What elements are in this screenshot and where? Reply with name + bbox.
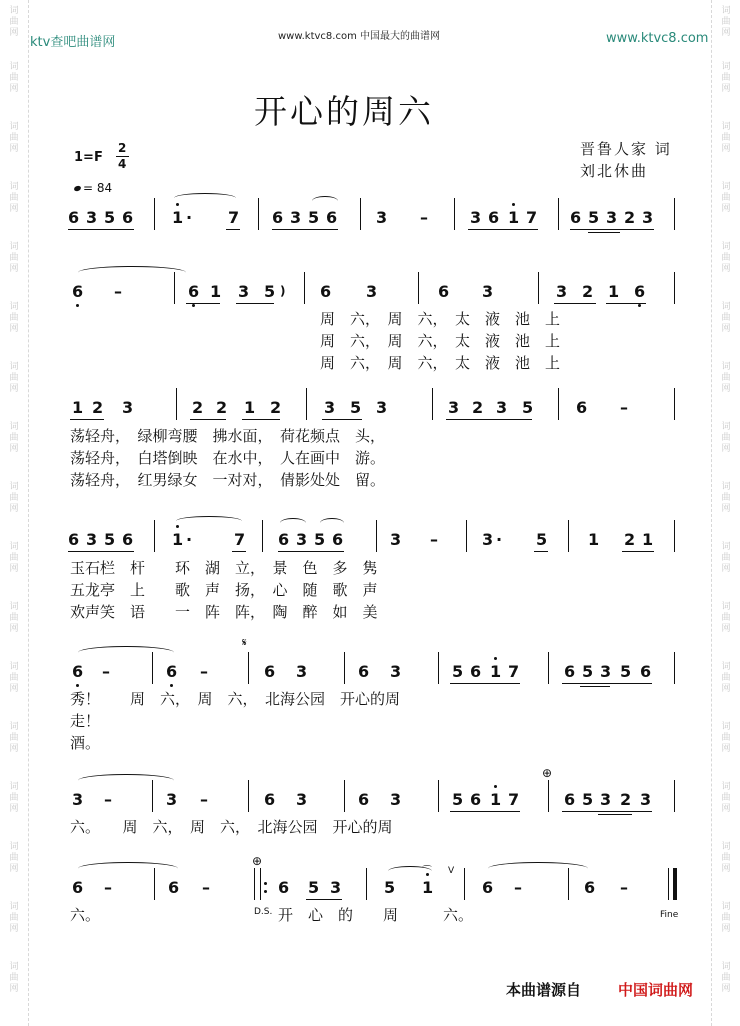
note: 7 (234, 530, 246, 549)
note: 6 (358, 790, 370, 809)
lyric-line: 五龙亭 上 歌 声 扬， 心 随 歌 声 (70, 581, 378, 599)
note: 6 (166, 662, 178, 681)
note: 6 (482, 878, 494, 897)
dash: – (430, 530, 438, 549)
barline (674, 198, 675, 230)
low-octave-dot (76, 684, 79, 687)
note: 1 (508, 208, 520, 227)
low-octave-dot (76, 304, 79, 307)
fine-marking: Fine (660, 910, 679, 920)
breath-mark: V (448, 866, 455, 876)
key-signature: 1=F (74, 150, 103, 165)
underline-eighth (70, 419, 104, 420)
barline (344, 652, 345, 684)
note: 2 (192, 398, 204, 417)
watermark-tile: 词 曲 网 (9, 782, 19, 814)
note: 6 (278, 530, 290, 549)
low-octave-dot (170, 684, 173, 687)
quarter-note-icon (73, 185, 81, 192)
note: 5 (104, 208, 116, 227)
dash: – (202, 878, 210, 897)
note: 6 (564, 790, 576, 809)
barline (466, 520, 467, 552)
underline-eighth (562, 811, 652, 812)
note: 6 (278, 878, 290, 897)
underline-eighth (562, 683, 652, 684)
note: 3 (324, 398, 336, 417)
note: 5 (522, 398, 534, 417)
watermark-tile: 词 曲 网 (9, 182, 19, 214)
underline-eighth (242, 419, 280, 420)
dash: – (514, 878, 522, 897)
barline (376, 520, 377, 552)
left-watermark-strip (0, 0, 29, 1026)
underline-eighth (468, 229, 538, 230)
tie (78, 646, 174, 659)
barline (174, 272, 175, 304)
underline-eighth (190, 419, 226, 420)
note: 1 (608, 282, 620, 301)
fermata-icon: ⌒ (422, 866, 432, 877)
note: 3 (600, 790, 612, 809)
underline-sixteenth (588, 232, 620, 233)
lyric-line: 秀！ 周 六， 周 六， 北海公园 开心的周 (70, 690, 401, 708)
note: 6 (470, 790, 482, 809)
watermark-tile: 词 曲 网 (721, 902, 731, 934)
dash: – (200, 662, 208, 681)
note: 1 (210, 282, 222, 301)
barline (154, 520, 155, 552)
note: 5 (452, 790, 464, 809)
note: 6 (320, 282, 332, 301)
note: 6 (570, 208, 582, 227)
barline (548, 780, 549, 812)
note: 3 (600, 662, 612, 681)
watermark-tile: 词 曲 网 (721, 422, 731, 454)
augmentation-dot: · (186, 530, 193, 549)
lyric-line: 周 六， 周 六， 太 液 池 上 (320, 332, 561, 350)
note: 3 (390, 530, 402, 549)
underline-sixteenth (580, 686, 610, 687)
note: 2 (624, 530, 636, 549)
underline-eighth (450, 811, 520, 812)
barline (464, 868, 465, 900)
lyric-line: 荡轻舟， 红男绿女 一对对， 倩影处处 留。 (70, 471, 386, 489)
lyric-line: 开 心 的 周 六。 (278, 906, 474, 924)
note: 3 (376, 208, 388, 227)
watermark-tile: 词 曲 网 (9, 902, 19, 934)
watermark-tile: 词 曲 网 (721, 602, 731, 634)
watermark-tile: 词 曲 网 (9, 602, 19, 634)
note: 1 (642, 530, 654, 549)
watermark-tile: 词 曲 网 (721, 962, 731, 994)
underline-eighth (272, 229, 338, 230)
dash: – (102, 662, 110, 681)
underline-eighth (226, 229, 240, 230)
barline (438, 780, 439, 812)
note: 6 (576, 398, 588, 417)
note: 6 (326, 208, 338, 227)
note: 6 (332, 530, 344, 549)
augmentation-dot: · (496, 530, 503, 549)
note: 6 (68, 530, 80, 549)
watermark-tile: 词 曲 网 (9, 62, 19, 94)
note: 2 (270, 398, 282, 417)
note: 2 (472, 398, 484, 417)
note: 3 (556, 282, 568, 301)
watermark-tile: 词 曲 网 (9, 662, 19, 694)
underline-eighth (278, 551, 344, 552)
slur (174, 193, 236, 203)
note: 1 (490, 662, 502, 681)
note: 3 (290, 208, 302, 227)
lyric-line: 欢声笑 语 一 阵 阵， 陶 醉 如 美 (70, 603, 378, 621)
watermark-tile: 词 曲 网 (9, 122, 19, 154)
barline (304, 272, 305, 304)
watermark-tile: 词 曲 网 (9, 722, 19, 754)
note: 7 (508, 790, 520, 809)
barline (176, 388, 177, 420)
note: 3 (448, 398, 460, 417)
watermark-tile: 词 曲 网 (721, 842, 731, 874)
underline-eighth (606, 303, 646, 304)
note: 6 (72, 282, 84, 301)
barline (438, 652, 439, 684)
dash: – (620, 398, 628, 417)
note: 6 (470, 662, 482, 681)
note: 3 (296, 530, 308, 549)
music-system-2 (68, 282, 676, 304)
note: 5 (452, 662, 464, 681)
barline (418, 272, 419, 304)
note: 3 (72, 790, 84, 809)
note: 3 (390, 662, 402, 681)
barline (674, 780, 675, 812)
note: 5 (588, 208, 600, 227)
underline-eighth (534, 551, 548, 552)
note: 6 (188, 282, 200, 301)
watermark-tile: 词 曲 网 (721, 362, 731, 394)
tie (78, 266, 186, 279)
note: 3 (642, 208, 654, 227)
note: 1 (490, 790, 502, 809)
note: 6 (438, 282, 450, 301)
lyricist-credit: 晋鲁人家 词 (580, 140, 672, 158)
note: 5 (104, 530, 116, 549)
lyric-line: 酒。 (70, 734, 101, 752)
note: 3 (482, 530, 494, 549)
note: 3 (482, 282, 494, 301)
note: 6 (488, 208, 500, 227)
barline (366, 868, 367, 900)
note: 7 (526, 208, 538, 227)
note: 3 (640, 790, 652, 809)
note: 3 (238, 282, 250, 301)
note: 2 (582, 282, 594, 301)
note: 3 (296, 662, 308, 681)
note: 3 (296, 790, 308, 809)
barline (674, 272, 675, 304)
high-octave-dot (494, 785, 497, 788)
repeat-dot (264, 890, 267, 893)
segno-icon: 𝄋 (242, 636, 247, 649)
barline (548, 652, 549, 684)
barline (344, 780, 345, 812)
composer-credit: 刘北休曲 (580, 162, 649, 180)
note: 5 (264, 282, 276, 301)
note: 6 (264, 662, 276, 681)
note: 3 (86, 208, 98, 227)
watermark-tile: 词 曲 网 (9, 6, 19, 38)
augmentation-dot: · (186, 208, 193, 227)
tempo-marking (74, 181, 112, 195)
barline (568, 520, 569, 552)
watermark-tile: 词 曲 网 (721, 662, 731, 694)
note: 5 (308, 208, 320, 227)
source-label: 本曲谱源自 (506, 981, 582, 999)
note: 1 (172, 208, 184, 227)
barline (306, 388, 307, 420)
note: 6 (584, 878, 596, 897)
barline (360, 198, 361, 230)
low-octave-dot (192, 304, 195, 307)
barline (668, 868, 669, 900)
underline-eighth (570, 229, 654, 230)
tie (78, 862, 178, 875)
slur (280, 518, 306, 528)
song-title: 开心的周六 (254, 92, 434, 131)
underline-eighth (186, 303, 220, 304)
lyric-line: 周 六， 周 六， 太 液 池 上 (320, 310, 561, 328)
barline (254, 868, 255, 900)
underline-eighth (232, 551, 246, 552)
watermark-tile: 词 曲 网 (9, 962, 19, 994)
dash: – (200, 790, 208, 809)
high-octave-dot (512, 203, 515, 206)
lyric-line: 六。 周 六， 周 六， 北海公园 开心的周 (70, 818, 393, 836)
music-system-6 (68, 766, 676, 812)
barline (248, 780, 249, 812)
music-system-1 (68, 208, 676, 230)
barline (454, 198, 455, 230)
site-url-right: www.ktvc8.com (606, 31, 709, 46)
lyric-line: 荡轻舟， 白塔倒映 在水中， 人在画中 游。 (70, 449, 386, 467)
note: 1 (244, 398, 256, 417)
barline (674, 520, 675, 552)
underline-eighth (306, 899, 342, 900)
final-barline (673, 868, 677, 900)
note: 3 (606, 208, 618, 227)
note: 2 (92, 398, 104, 417)
barline (260, 868, 261, 900)
dash: – (104, 790, 112, 809)
slur (320, 518, 344, 528)
barline (558, 388, 559, 420)
note: 6 (264, 790, 276, 809)
watermark-tile: 词 曲 网 (721, 722, 731, 754)
underline-eighth (446, 419, 532, 420)
high-octave-dot (494, 657, 497, 660)
barline (674, 652, 675, 684)
time-signature-top: 2 (118, 141, 127, 155)
watermark-tile: 词 曲 网 (721, 6, 731, 38)
note: 6 (634, 282, 646, 301)
note: 6 (564, 662, 576, 681)
note: 6 (72, 878, 84, 897)
music-system-7 (68, 854, 676, 900)
note: 3 (496, 398, 508, 417)
watermark-tile: 词 曲 网 (9, 362, 19, 394)
barline (262, 520, 263, 552)
barline (674, 388, 675, 420)
tie (488, 862, 588, 875)
note: 5 (350, 398, 362, 417)
note: 6 (68, 208, 80, 227)
note: 6 (168, 878, 180, 897)
watermark-tile: 词 曲 网 (721, 302, 731, 334)
note: 6 (640, 662, 652, 681)
lyric-line: 荡轻舟， 绿柳弯腰 拂水面， 荷花频点 头， (70, 427, 386, 445)
watermark-tile: 词 曲 网 (9, 242, 19, 274)
watermark-tile: 词 曲 网 (9, 302, 19, 334)
watermark-tile: 词 曲 网 (721, 242, 731, 274)
underline-eighth (322, 419, 362, 420)
underline-eighth (450, 683, 520, 684)
underline-eighth (68, 229, 134, 230)
watermark-tile: 词 曲 网 (721, 542, 731, 574)
coda-icon: ⊕ (542, 766, 553, 780)
note: 3 (366, 282, 378, 301)
closing-parenthesis: ) (280, 284, 286, 298)
lyric-line: 六。 (70, 906, 101, 924)
watermark-tile: 词 曲 网 (9, 542, 19, 574)
watermark-tile: 词 曲 网 (721, 482, 731, 514)
dash: – (420, 208, 428, 227)
watermark-tile: 词 曲 网 (9, 842, 19, 874)
time-signature-bottom: 4 (118, 157, 127, 171)
note: 3 (330, 878, 342, 897)
repeat-dot (264, 882, 267, 885)
note: 6 (122, 208, 134, 227)
note: 5 (620, 662, 632, 681)
lyric-line: 周 六， 周 六， 太 液 池 上 (320, 354, 561, 372)
watermark-tile: 词 曲 网 (721, 782, 731, 814)
right-watermark-strip (711, 0, 740, 1026)
note: 3 (86, 530, 98, 549)
low-octave-dot (638, 304, 641, 307)
note: 2 (624, 208, 636, 227)
barline (258, 198, 259, 230)
site-tagline: www.ktvc8.com 中国最大的曲谱网 (278, 31, 441, 42)
note: 5 (308, 878, 320, 897)
note: 1 (172, 530, 184, 549)
music-system-4 (68, 530, 676, 552)
lyric-line: 玉石栏 杆 环 湖 立， 景 色 多 隽 (70, 559, 378, 577)
note: 3 (122, 398, 134, 417)
watermark-tile: 词 曲 网 (9, 482, 19, 514)
tie (78, 774, 174, 787)
note: 5 (582, 790, 594, 809)
ds-marking: D.S. (254, 907, 273, 917)
music-system-5 (68, 636, 676, 684)
note: 1 (72, 398, 84, 417)
note: 5 (314, 530, 326, 549)
underline-eighth (622, 551, 654, 552)
watermark-tile: 词 曲 网 (721, 182, 731, 214)
note: 2 (620, 790, 632, 809)
barline (154, 198, 155, 230)
music-system-3 (68, 398, 676, 420)
barline (248, 652, 249, 684)
note: 1 (422, 878, 434, 897)
barline (558, 198, 559, 230)
note: 3 (390, 790, 402, 809)
note: 5 (536, 530, 548, 549)
watermark-tile: 词 曲 网 (721, 122, 731, 154)
tempo-value: = 84 (83, 181, 113, 195)
coda-icon: ⊕ (252, 854, 263, 868)
underline-eighth (236, 303, 274, 304)
note: 6 (122, 530, 134, 549)
note: 6 (272, 208, 284, 227)
slur (176, 516, 242, 526)
note: 3 (470, 208, 482, 227)
source-site-name[interactable]: 中国词曲网 (618, 981, 694, 999)
note: 5 (384, 878, 396, 897)
note: 7 (228, 208, 240, 227)
note: 7 (508, 662, 520, 681)
underline-sixteenth (598, 814, 632, 815)
dash: – (104, 878, 112, 897)
note: 3 (166, 790, 178, 809)
barline (568, 868, 569, 900)
high-octave-dot (176, 203, 179, 206)
slur (312, 196, 338, 206)
watermark-tile: 词 曲 网 (9, 422, 19, 454)
note: 2 (216, 398, 228, 417)
note: 3 (376, 398, 388, 417)
note: 6 (358, 662, 370, 681)
barline (538, 272, 539, 304)
underline-eighth (68, 551, 134, 552)
watermark-tile: 词 曲 网 (721, 62, 731, 94)
note: 6 (72, 662, 84, 681)
site-name-left: ktv查吧曲谱网 (30, 35, 116, 50)
note: 1 (588, 530, 600, 549)
dash: – (620, 878, 628, 897)
lyric-line: 走！ (70, 712, 101, 730)
dash: – (114, 282, 122, 301)
underline-eighth (554, 303, 596, 304)
barline (432, 388, 433, 420)
note: 5 (582, 662, 594, 681)
